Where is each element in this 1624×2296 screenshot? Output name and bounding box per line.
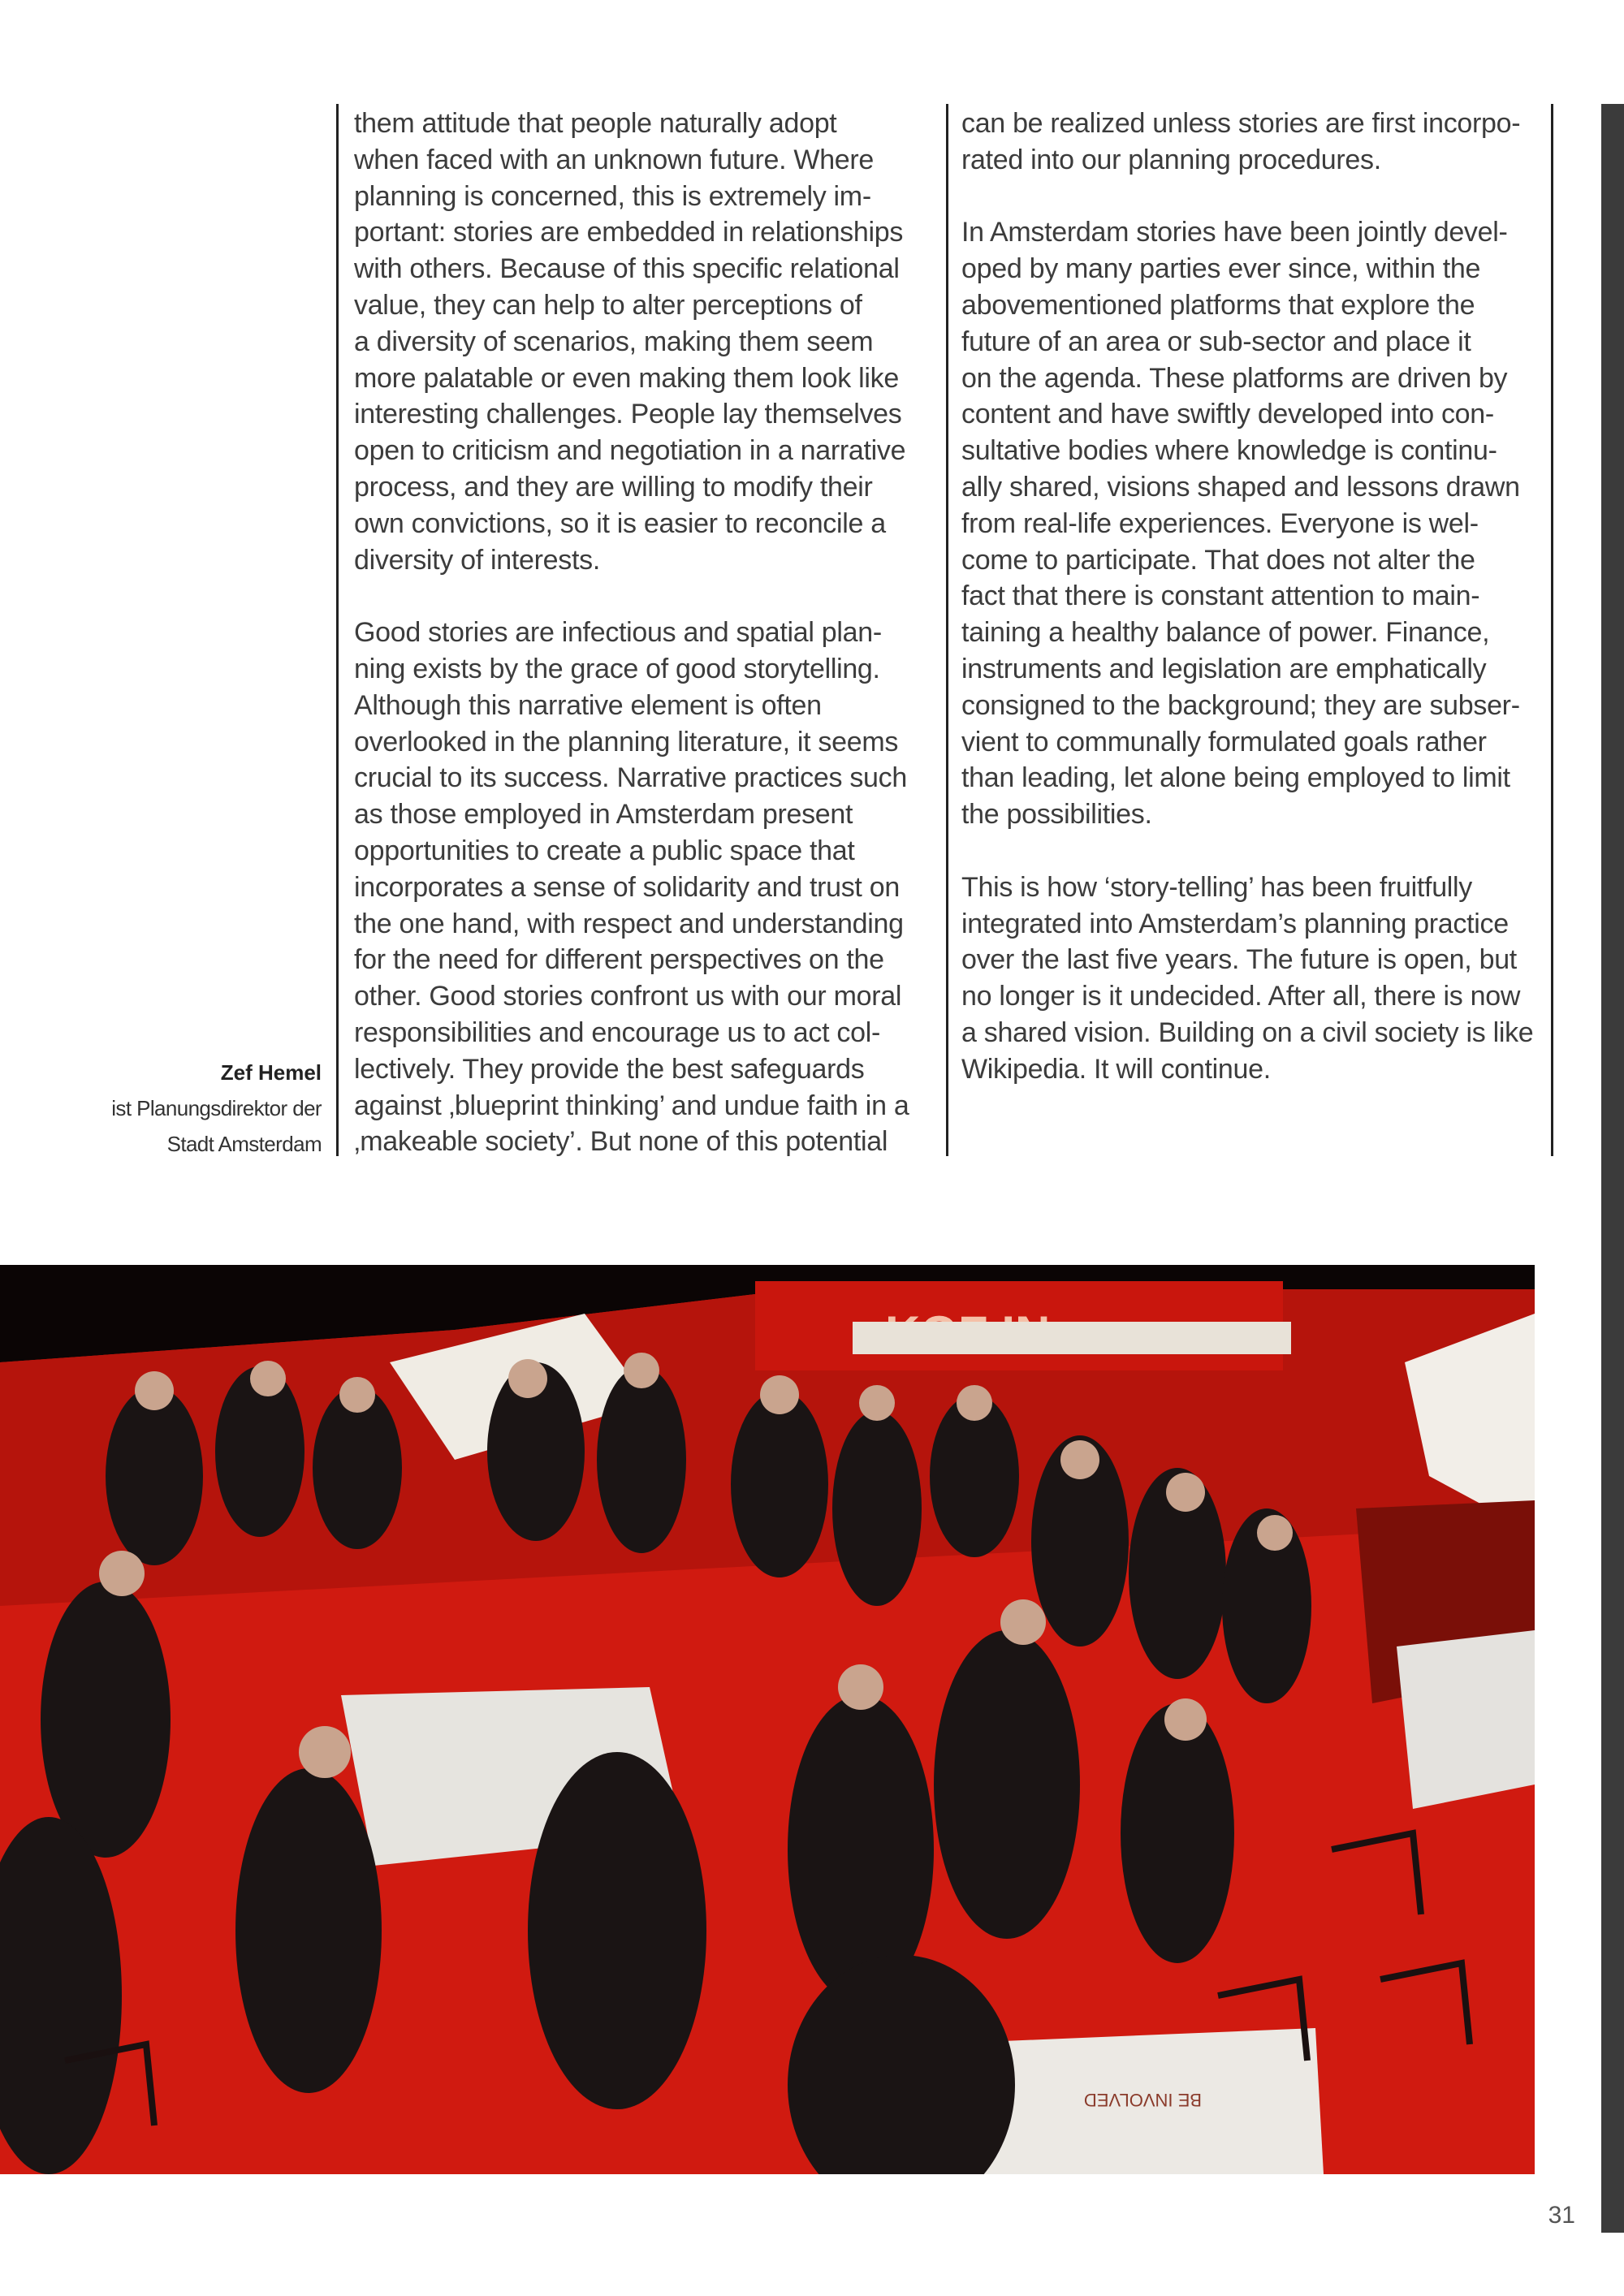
side-table-map [1397, 1630, 1535, 1809]
text-column-right [961, 106, 1542, 1124]
sheet-text: BE INVOLVED [1083, 2090, 1202, 2110]
paragraph: In Amsterdam stories have been jointly devel- oped by many parties ever since, within the abovementioned platforms that explore the future of an area or sub-sector and place it on the agenda. These platforms are driven by content and have swiftly developed into con- sultative bodies where knowledge is continu- ally shared, visions shaped and lessons drawn from real-life experiences. Everyone is wel- come to participate. That does not alter the fact that there is constant attention to main- taining a healthy balance of power. Finance, instruments and legislation are emphatically consigned to the background; they are subser- vient to communally formulated goals rather than leading, let alone being employed to limit the possibilities. [961, 217, 1520, 831]
back-table [853, 1322, 1291, 1354]
author-name: Zef Hemel [220, 1060, 322, 1085]
workshop-photo [0, 1265, 1535, 2174]
author-role: ist Planungsdirektor der Stadt Amsterdam [111, 1096, 322, 1156]
page-number: 31 [1548, 2202, 1575, 2229]
author-credit [65, 1055, 322, 1162]
paragraph: Good stories are infectious and spatial plan- ning exists by the grace of good storytelling. Although this narrative element is often overlooked in the planning literature, it seems crucial to its success. Narrative practices such as those employed in Amsterdam present opportunities to create a public space that incorporates a sense of solidarity and trust on the one hand, with respect and understanding for the need for different perspectives on the other. Good stories confront us with our moral responsibilities and encourage us to act col- lectively. They provide the best safeguards against ‚blueprint thinking’ and undue faith in a ‚makeable society’. But none of this potential [354, 617, 909, 1158]
page-edge-bar [1601, 104, 1624, 2233]
text-column-left [354, 106, 935, 1197]
paragraph: This is how ‘story-telling’ has been fruitfully integrated into Amsterdam’s planning practice over the last five years. The future is open, but no longer is it undecided. After all, there is now a shared vision. Building on a civil society is like Wikipedia. It will continue. [961, 871, 1534, 1085]
paragraph: can be realized unless stories are first incorpo- rated into our planning procedures. [961, 108, 1521, 175]
column-rule-middle [946, 104, 948, 1156]
column-rule-right [1551, 104, 1553, 1156]
column-rule-left [336, 104, 339, 1156]
paragraph: them attitude that people naturally adopt when faced with an unknown future. Where planning is concerned, this is extremely im- portant: stories are embedded in relationships with others. Because of this specific relational value, they can help to alter perceptions of a diversity of scenarios, making them seem more palatable or even making them look like interesting challenges. People lay themselves open to criticism and negotiation in a narrative process, and they are willing to modify their own convictions, so it is easier to reconcile a diversity of interests. [354, 108, 906, 576]
workshop-photo-illustration [0, 1265, 1535, 2174]
